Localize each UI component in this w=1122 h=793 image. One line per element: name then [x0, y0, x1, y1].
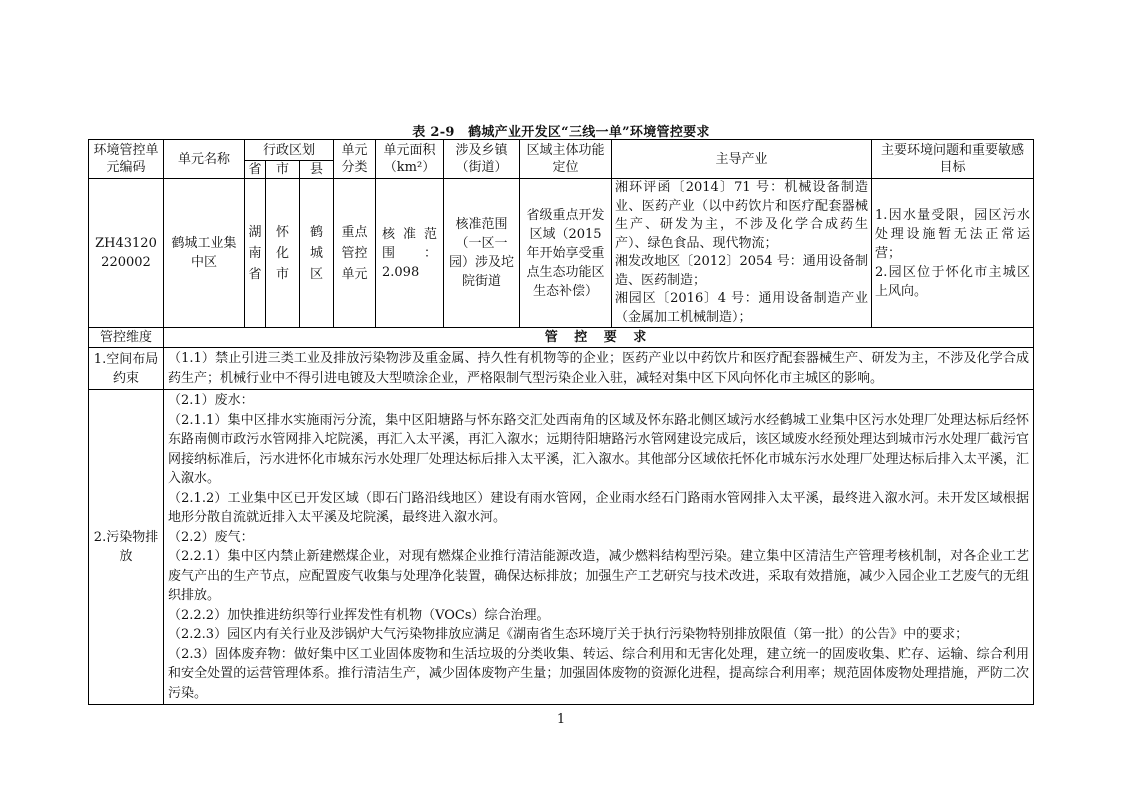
header-county: 县 [300, 161, 334, 179]
unit-towns: 核准范围（一区一园）涉及坨院街道 [444, 179, 520, 328]
unit-issues [872, 179, 1034, 328]
unit-area: 核准范围：2.098 [376, 179, 444, 328]
unit-city: 怀化市 [266, 179, 300, 328]
pollution-label: 2.污染物排放 [89, 390, 164, 705]
dimension-label: 管控维度 [89, 328, 164, 348]
header-city: 市 [266, 161, 300, 179]
header-function: 区域主体功能定位 [520, 140, 612, 179]
header-issues: 主要环境问题和重要敏感目标 [872, 140, 1034, 179]
spatial-label: 1.空间布局约束 [89, 348, 164, 390]
requirements-label: 管 控 要 求 [164, 328, 1034, 348]
spatial-text: （1.1）禁止引进三类工业及排放污染物涉及重金属、持久性有机物等的企业；医药产业以中药饮片和医疗配套器械生产、研发为主，不涉及化学合成药生产；机械行业中不得引进电镀及大型喷涂企业，严格限制气型污染企业入驻，减轻对集中区下风向怀化市主城区的影响。 [164, 348, 1034, 390]
unit-function: 省级重点开发区域（2015 年开始享受重点生态功能区生态补偿） [520, 179, 612, 328]
header-province: 省 [245, 161, 266, 179]
industry-line: 湘园区〔2016〕4 号：通用设备制造产业（金属加工机械制造）； [615, 291, 868, 325]
header-admin: 行政区划 [245, 140, 334, 161]
table-title: 表 2-9 鹤城产业开发区“三线一单”环境管控要求 [412, 125, 710, 140]
header-area: 单元面积（km²） [376, 140, 444, 179]
unit-category: 重点管控单元 [334, 179, 376, 328]
control-table [88, 139, 1034, 705]
industry-line: 湘发改地区〔2012〕2054 号：通用设备制造、医药制造； [615, 254, 868, 288]
pollution-paragraph: （2.1.2）工业集中区已开发区域（即石门路沿线地区）建设有雨水管网，企业雨水经石门路雨水管网排入太平溪，最终进入溆水河。未开发区域根据地形分散自流就近排入太平溪及坨院溪，最终进入溆水河。 [168, 490, 1029, 525]
issue-line: 2.园区位于怀化市主城区上风向。 [875, 264, 1030, 299]
unit-province: 湖南省 [245, 179, 266, 328]
industry-line: 湘环评函〔2014〕71 号：机械设备制造业、医药产业（以中药饮片和医疗配套器械生产、研发为主，不涉及化学合成药生产）、绿色食品、现代物流； [615, 180, 868, 251]
unit-code: ZH43120 220002 [89, 179, 164, 328]
issue-line: 1.因水量受限，园区污水处理设施暂无法正常运营； [875, 207, 1030, 261]
header-name: 单元名称 [164, 140, 245, 179]
pollution-paragraph: （2.2.1）集中区内禁止新建燃煤企业，对现有燃煤企业推行清洁能源改造，减少燃料结构型污染。建立集中区清洁生产管理考核机制，对各企业工艺废气产出的生产节点，应配置废气收集与处理净化装置，确保达标排放；加强生产工艺研究与技术改进，采取有效措施，减少入园企业工艺废气的无组织排放。 [168, 549, 1029, 603]
header-code: 环境管控单元编码 [89, 140, 164, 179]
pollution-paragraph: （2.2.3）园区内有关行业及涉锅炉大气污染物排放应满足《湖南省生态环境厅关于执行污染物特别排放限值（第一批）的公告》中的要求； [168, 627, 969, 642]
pollution-paragraph: （2.3）固体废弃物：做好集中区工业固体废物和生活垃圾的分类收集、转运、综合利用和无害化处理，建立统一的固废收集、贮存、运输、综合利用和安全处置的运营管理体系。推行清洁生产，减少固体废物产生量；加强固体废物的资源化进程，提高综合利用率；规范固体废物处理措施，严防二次污染。 [168, 646, 1029, 701]
pollution-paragraph: （2.1.1）集中区排水实施雨污分流，集中区阳塘路与怀东路交汇处西南角的区域及怀东路北侧区域污水经鹤城工业集中区污水处理厂处理达标后经怀东路南侧市政污水管网排入坨院溪，再汇入太平溪，再汇入溆水；远期待阳塘路污水管网建设完成后，该区域废水经预处理达到城市污水处理厂截污官网接纳标准后，污水进怀化市城东污水处理厂处理达标后排入太平溪，汇入溆水。其他部分区域依托怀化市城东污水处理厂处理达标后排入太平溪，汇入溆水。 [168, 412, 1029, 486]
page-number: 1 [556, 712, 566, 727]
unit-name: 鹤城工业集中区 [164, 179, 245, 328]
unit-industry [612, 179, 872, 328]
unit-county: 鹤城区 [300, 179, 334, 328]
pollution-text [164, 390, 1034, 705]
pollution-paragraph: （2.1）废水： [168, 393, 254, 408]
pollution-paragraph: （2.2）废气： [168, 529, 254, 545]
header-industry: 主导产业 [612, 140, 872, 179]
header-category: 单元分类 [334, 140, 376, 179]
pollution-paragraph: （2.2.2）加快推进纺织等行业挥发性有机物（VOCs）综合治理。 [168, 607, 550, 623]
header-towns: 涉及乡镇（街道） [444, 140, 520, 179]
